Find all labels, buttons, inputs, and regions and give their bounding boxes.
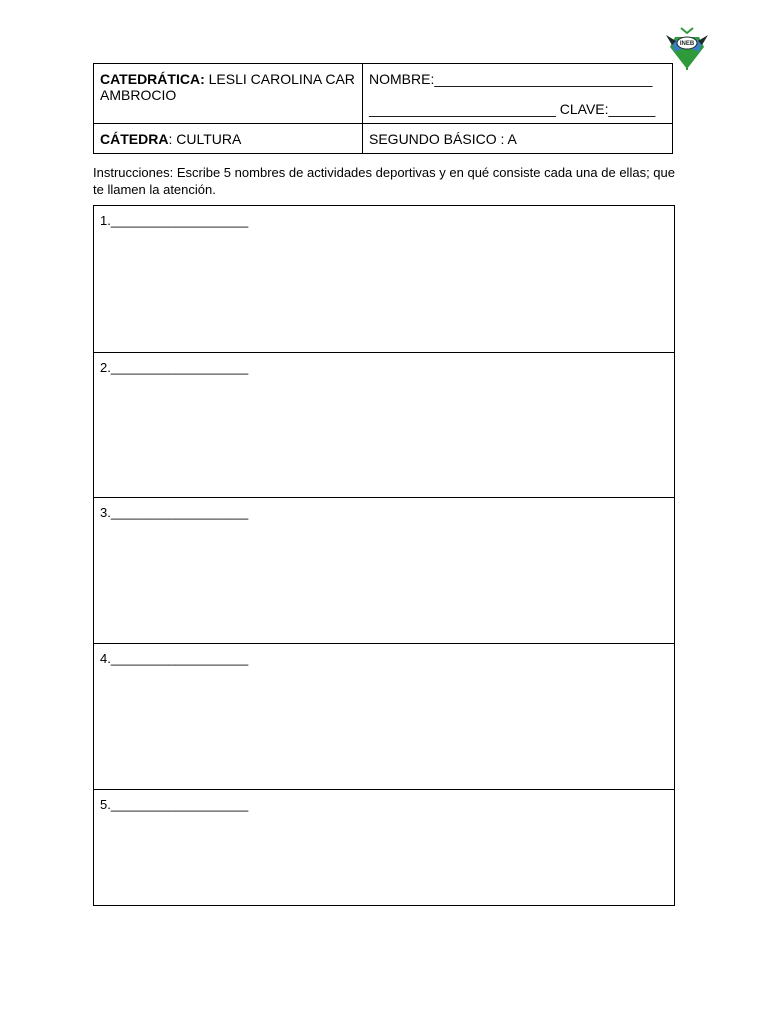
answer-label-2: 2.___________________ bbox=[100, 360, 249, 375]
answer-box-5[interactable] bbox=[94, 789, 674, 905]
answer-box-2[interactable] bbox=[94, 352, 674, 497]
header-table bbox=[93, 63, 673, 154]
answer-box-1[interactable] bbox=[94, 206, 674, 352]
clave-field[interactable]: ________________________ CLAVE:______ bbox=[369, 101, 656, 117]
catedratica-value: LESLI CAROLINA CAR AMBROCIO bbox=[100, 71, 355, 103]
nombre-field[interactable]: NOMBRE:____________________________ bbox=[369, 71, 653, 87]
grado-cell bbox=[363, 124, 673, 154]
answer-label-1: 1.___________________ bbox=[100, 213, 249, 228]
answer-label-5: 5.___________________ bbox=[100, 797, 249, 812]
answer-label-3: 3.___________________ bbox=[100, 505, 249, 520]
grado-value: SEGUNDO BÁSICO : A bbox=[369, 131, 517, 147]
answer-label-4: 4.___________________ bbox=[100, 651, 249, 666]
answers-table bbox=[93, 205, 675, 906]
answer-box-3[interactable] bbox=[94, 497, 674, 643]
catedratica-label: CATEDRÁTICA: bbox=[100, 71, 205, 87]
catedratica-cell bbox=[94, 64, 363, 124]
catedra-label: CÁTEDRA bbox=[100, 131, 169, 147]
answer-box-4[interactable] bbox=[94, 643, 674, 789]
instructions-text: Instrucciones: Escribe 5 nombres de actividades deportivas y en qué consiste cada una de ellas; que te llamen la atención. bbox=[93, 165, 675, 197]
logo-text: INEB bbox=[679, 41, 695, 47]
nombre-cell[interactable] bbox=[363, 64, 673, 124]
catedra-cell bbox=[94, 124, 363, 154]
catedra-value: : CULTURA bbox=[168, 131, 242, 147]
